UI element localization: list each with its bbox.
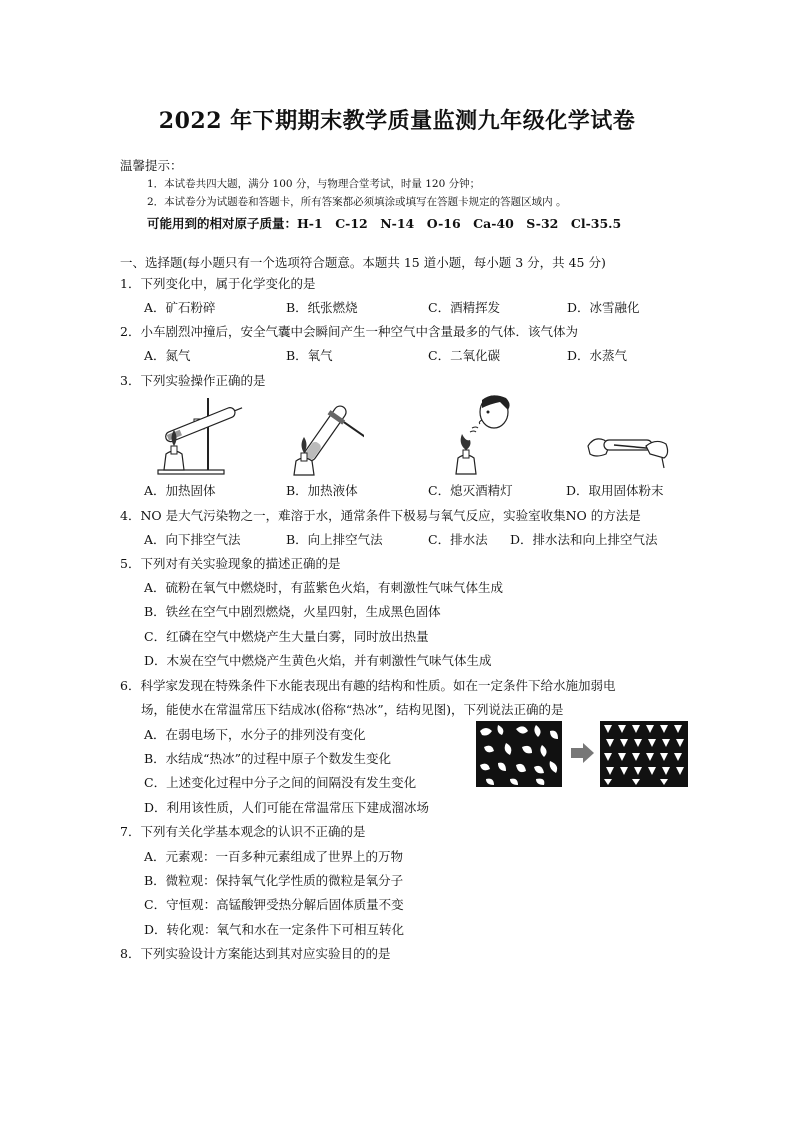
q6-option-d: D．利用该性质，人们可能在常温常压下建成溜冰场 <box>144 800 430 815</box>
q1-option-d: D．冰雪融化 <box>567 300 640 315</box>
q2-option-d: D．水蒸气 <box>567 348 628 363</box>
question-2-stem: 2．小车剧烈冲撞后，安全气囊中会瞬间产生一种空气中含量最多的气体．该气体为 <box>120 324 578 339</box>
q1-option-b: B．纸张燃烧 <box>286 300 358 315</box>
figure-blowing-out-lamp <box>442 390 522 476</box>
question-6-stem-continued: 场，能使水在常温常压下结成冰(俗称“热冰”，结构见图)，下列说法正确的是 <box>141 702 564 717</box>
q7-option-b: B．微粒观：保持氧气化学性质的微粒是氧分子 <box>144 873 404 888</box>
question-1-stem: 1．下列变化中，属于化学变化的是 <box>120 276 316 291</box>
question-3-stem: 3．下列实验操作正确的是 <box>120 373 266 388</box>
figure-heating-liquid <box>288 395 364 477</box>
q1-option-c: C．酒精挥发 <box>428 300 501 315</box>
atomic-masses: 可能用到的相对原子质量：H-1 C-12 N-14 O-16 Ca-40 S-32 Cl-35.5 <box>147 216 622 231</box>
q3-option-d: D．取用固体粉末 <box>566 483 664 498</box>
q7-option-a: A．元素观：一百多种元素组成了世界上的万物 <box>144 849 404 864</box>
notice-line-2: 2．本试卷分为试题卷和答题卡，所有答案都必须填涂或填写在答题卡规定的答题区域内 。 <box>147 196 567 208</box>
q4-option-c: C．排水法 <box>428 532 488 547</box>
figure-heating-solid <box>152 392 252 476</box>
q2-option-b: B．氧气 <box>286 348 333 363</box>
q5-option-c: C．红磷在空气中燃烧产生大量白雾，同时放出热量 <box>144 629 429 644</box>
q3-option-b: B．加热液体 <box>286 483 358 498</box>
q4-option-b: B．向上排空气法 <box>286 532 383 547</box>
section-heading: 一、选择题(每小题只有一个选项符合题意。本题共 15 道小题，每小题 3 分，共 45 分) <box>120 255 606 270</box>
q5-option-a: A．硫粉在氧气中燃烧时，有蓝紫色火焰，有刺激性气味气体生成 <box>144 580 504 595</box>
q6-option-a: A．在弱电场下，水分子的排列没有变化 <box>144 727 366 742</box>
q2-option-c: C．二氧化碳 <box>428 348 501 363</box>
question-5-stem: 5．下列对有关实验现象的描述正确的是 <box>120 556 341 571</box>
notice-line-1: 1．本试卷共四大题，满分 100 分，与物理合堂考试，时量 120 分钟； <box>147 178 481 190</box>
question-4-stem: 4．NO 是大气污染物之一，难溶于水，通常条件下极易与氧气反应，实验室收集NO 的方法是 <box>120 508 641 523</box>
q4-option-d: D．排水法和向上排空气法 <box>510 532 658 547</box>
exam-title: 2022 年下期期末教学质量监测九年级化学试卷 <box>158 108 636 134</box>
q1-option-a: A．矿石粉碎 <box>144 300 216 315</box>
q6-option-c: C．上述变化过程中分子之间的间隔没有发生变化 <box>144 775 417 790</box>
q2-option-a: A．氮气 <box>144 348 191 363</box>
q3-option-c: C．熄灭酒精灯 <box>428 483 513 498</box>
q3-option-a: A．加热固体 <box>144 483 216 498</box>
question-8-stem: 8．下列实验设计方案能达到其对应实验目的的是 <box>120 946 391 961</box>
q5-option-d: D．木炭在空气中燃烧产生黄色火焰，并有刺激性气味气体生成 <box>144 653 492 668</box>
question-7-stem: 7．下列有关化学基本观念的认识不正确的是 <box>120 824 366 839</box>
q4-option-a: A．向下排空气法 <box>144 532 241 547</box>
notice-heading: 温馨提示： <box>120 158 183 173</box>
figure-taking-powder <box>584 428 674 472</box>
q5-option-b: B．铁丝在空气中剧烈燃烧，火星四射，生成黑色固体 <box>144 604 441 619</box>
figure-hot-ice-structure <box>476 721 688 787</box>
q6-option-b: B．水结成“热冰”的过程中原子个数发生变化 <box>144 751 391 766</box>
question-6-stem: 6．科学家发现在特殊条件下水能表现出有趣的结构和性质。如在一定条件下给水施加弱电 <box>120 678 616 693</box>
q7-option-d: D．转化观：氧气和水在一定条件下可相互转化 <box>144 922 405 937</box>
q7-option-c: C．守恒观：高锰酸钾受热分解后固体质量不变 <box>144 897 404 912</box>
